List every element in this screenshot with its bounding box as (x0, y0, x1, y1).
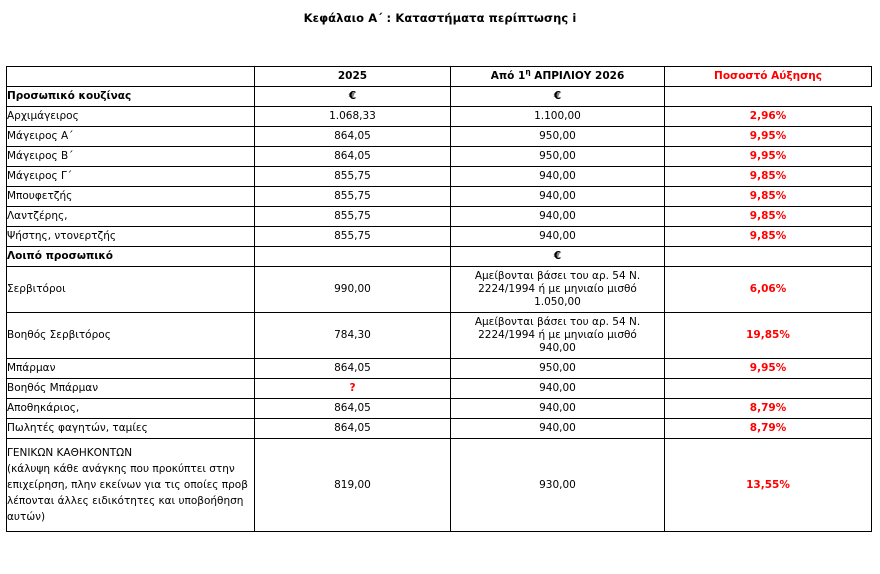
row-label: Λοιπό προσωπικό (7, 247, 255, 267)
row-label: Μπουφετζής (7, 187, 255, 207)
row-2025-euro: € (255, 87, 451, 107)
row-label: Λαντζέρης, (7, 207, 255, 227)
row-2025-value: 855,75 (255, 227, 451, 247)
table-row (7, 227, 872, 247)
row-percentage: 8,79% (665, 399, 872, 419)
row-2025-value: 864,05 (255, 147, 451, 167)
row-2025-value: 855,75 (255, 187, 451, 207)
label-line-1: ΓΕΝΙΚΩΝ ΚΑΘΗΚΟΝΤΩΝ (7, 447, 133, 459)
label-line-3: επιχείρηση, πλην εκείνων για τις οποίες προβ (7, 479, 248, 491)
row-label: Πωλητές φαγητών, ταμίες (7, 419, 255, 439)
row-label: Μάγειρος Α΄ (7, 127, 255, 147)
row-2025-value: 784,30 (255, 313, 451, 359)
note-line-2: 2224/1994 ή με μηνιαίο μισθό (478, 329, 637, 341)
table-row (7, 107, 872, 127)
table-row (7, 147, 872, 167)
table-row-assistant-waiter (7, 313, 872, 359)
note-line-3: 940,00 (539, 342, 576, 354)
header-2026-before: Από 1 (490, 70, 526, 82)
row-2025-value-unknown: ? (255, 379, 451, 399)
page-title (0, 0, 880, 25)
rates-table (6, 66, 872, 532)
note-line-3: 1.050,00 (534, 296, 581, 308)
row-percentage: 9,85% (665, 227, 872, 247)
row-2026-value: 930,00 (451, 439, 665, 532)
row-label: Αποθηκάριος, (7, 399, 255, 419)
row-label: Προσωπικό κουζίνας (7, 87, 255, 107)
table-row (7, 127, 872, 147)
row-label: Ψήστης, ντονερτζής (7, 227, 255, 247)
row-2026-value: 940,00 (451, 419, 665, 439)
note-line-1: Αμείβονται βάσει του αρ. 54 Ν. (474, 270, 641, 282)
row-2026-euro: € (451, 87, 665, 107)
row-2026-value: 950,00 (451, 147, 665, 167)
row-2026-value: 940,00 (451, 379, 665, 399)
row-percentage: 8,79% (665, 419, 872, 439)
row-2026-value: 940,00 (451, 399, 665, 419)
row-label: Μπάρμαν (7, 359, 255, 379)
row-percentage (665, 247, 872, 267)
row-2025-euro (255, 247, 451, 267)
row-2025-value: 864,05 (255, 127, 451, 147)
row-2026-note (451, 313, 665, 359)
table-row-general-duties (7, 439, 872, 532)
row-label: Μάγειρος Γ΄ (7, 167, 255, 187)
row-2025-value: 1.068,33 (255, 107, 451, 127)
note-line-2: 2224/1994 ή με μηνιαίο μισθό (478, 283, 637, 295)
table-row-section-other-staff (7, 247, 872, 267)
row-label: Αρχιμάγειρος (7, 107, 255, 127)
row-label: Βοηθός Μπάρμαν (7, 379, 255, 399)
label-line-2: (κάλυψη κάθε ανάγκης που προκύπτει στην (7, 463, 235, 475)
table-row (7, 187, 872, 207)
row-percentage: 9,95% (665, 147, 872, 167)
row-percentage: 2,96% (665, 107, 872, 127)
table-row (7, 359, 872, 379)
header-cell-2025: 2025 (255, 67, 451, 87)
row-label: Βοηθός Σερβιτόρος (7, 313, 255, 359)
row-percentage: 9,95% (665, 127, 872, 147)
row-percentage: 9,95% (665, 359, 872, 379)
header-cell-label (7, 67, 255, 87)
row-percentage: 9,85% (665, 187, 872, 207)
row-2025-value: 864,05 (255, 399, 451, 419)
header-cell-percentage: Ποσοστό Αύξησης (665, 67, 872, 87)
row-2026-value: 1.100,00 (451, 107, 665, 127)
row-2025-value: 864,05 (255, 419, 451, 439)
header-2026-after: ΑΠΡΙΛΙΟΥ 2026 (530, 70, 625, 82)
row-2025-value: 864,05 (255, 359, 451, 379)
row-2026-value: 950,00 (451, 127, 665, 147)
row-2025-value: 855,75 (255, 167, 451, 187)
table-row (7, 419, 872, 439)
row-percentage (665, 87, 872, 107)
row-2026-value: 950,00 (451, 359, 665, 379)
row-2026-note (451, 267, 665, 313)
row-label: Σερβιτόροι (7, 267, 255, 313)
table-row (7, 207, 872, 227)
row-2026-value: 940,00 (451, 187, 665, 207)
label-line-4: λέπονται άλλες ειδικότητες και υποβοήθηση (7, 495, 244, 507)
row-percentage: 9,85% (665, 167, 872, 187)
table-row (7, 167, 872, 187)
page-title-text: Κεφάλαιο Α΄ : Καταστήματα περίπτωσης i (303, 11, 577, 25)
row-percentage: 13,55% (665, 439, 872, 532)
row-2026-euro: € (451, 247, 665, 267)
row-label: Μάγειρος Β΄ (7, 147, 255, 167)
table-row-waiters (7, 267, 872, 313)
row-2025-value: 990,00 (255, 267, 451, 313)
note-line-1: Αμείβονται βάσει του αρ. 54 Ν. (474, 316, 641, 328)
row-percentage (665, 379, 872, 399)
table-row (7, 399, 872, 419)
table-row (7, 379, 872, 399)
row-2025-value: 819,00 (255, 439, 451, 532)
rates-table-container (6, 66, 871, 532)
table-header-row (7, 67, 872, 87)
row-percentage: 9,85% (665, 207, 872, 227)
row-label-block (7, 439, 255, 532)
header-cell-2026 (451, 67, 665, 87)
label-line-5: αυτών) (7, 511, 46, 523)
row-2025-value: 855,75 (255, 207, 451, 227)
table-row-section-kitchen (7, 87, 872, 107)
header-2026-superscript: η (525, 67, 531, 77)
row-2026-value: 940,00 (451, 227, 665, 247)
row-2026-value: 940,00 (451, 167, 665, 187)
row-percentage: 19,85% (665, 313, 872, 359)
row-2026-value: 940,00 (451, 207, 665, 227)
row-percentage: 6,06% (665, 267, 872, 313)
